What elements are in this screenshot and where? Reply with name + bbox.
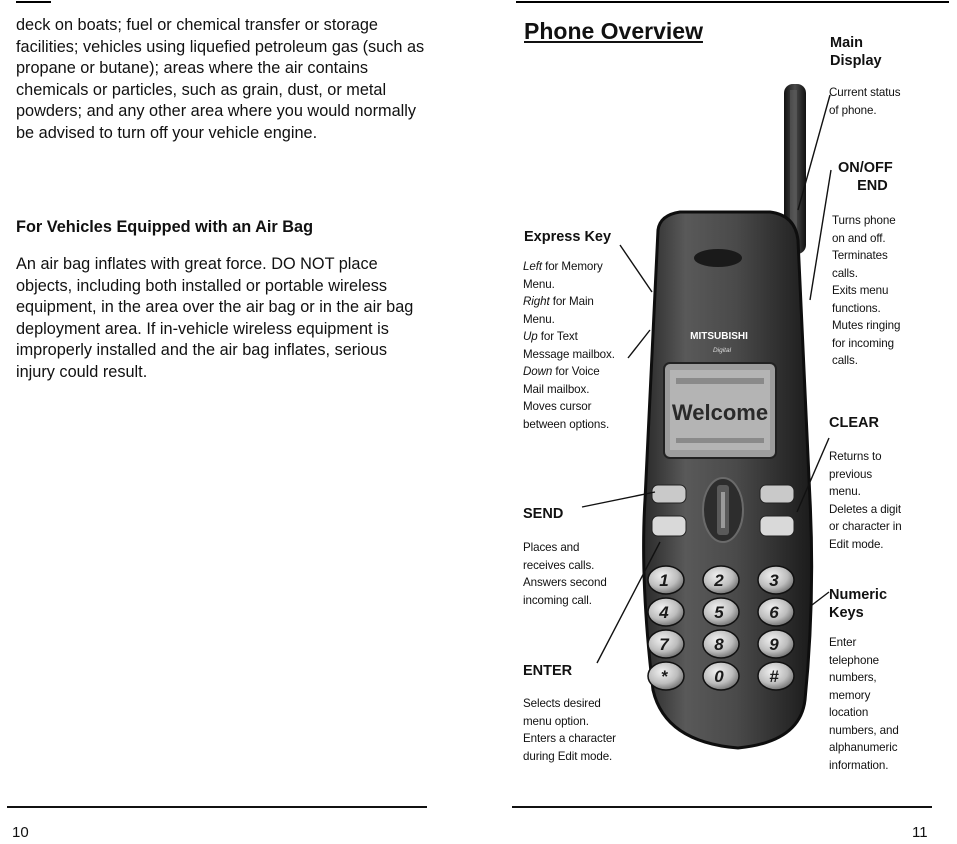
description-line bbox=[523, 416, 615, 434]
description-line: numbers, bbox=[829, 671, 877, 684]
description-line: functions. bbox=[832, 301, 881, 315]
description-line bbox=[523, 311, 615, 329]
line-text: for Memory bbox=[541, 260, 603, 273]
page-number-left: 10 bbox=[12, 824, 29, 841]
keypad-key-label: 3 bbox=[769, 571, 779, 590]
description-line: receives calls. bbox=[523, 558, 595, 572]
keypad-key-label: * bbox=[660, 667, 668, 686]
description-line: for incoming bbox=[832, 336, 894, 350]
express-key-label: Express Key bbox=[524, 229, 612, 245]
description-line: Places and bbox=[523, 541, 580, 554]
description-line: information. bbox=[829, 758, 889, 772]
airbag-paragraph: An air bag inflates with great force. DO NOT place objects, including both installed or portable wireless equipment, in the area over the air bag or in the air bag deployment area. If in-vehicle wireless equipment is improperly installed and the air bag inflates, serious injury could result. bbox=[16, 255, 414, 381]
description-line bbox=[523, 398, 615, 416]
keypad-key-label: 1 bbox=[659, 571, 669, 590]
description-line bbox=[523, 363, 615, 381]
description-line: Returns to bbox=[829, 450, 882, 463]
description-line: calls. bbox=[832, 266, 858, 280]
brand-logo: MITSUBISHI bbox=[690, 331, 748, 342]
description-line: telephone bbox=[829, 653, 880, 667]
description-line: menu option. bbox=[523, 714, 589, 728]
description-line: Edit mode. bbox=[829, 537, 884, 551]
description-line: Current status bbox=[829, 86, 901, 99]
line-text: between options. bbox=[523, 417, 610, 431]
numeric-keys-label: Numeric Keys bbox=[829, 587, 888, 621]
description-line bbox=[523, 258, 615, 276]
description-line: memory bbox=[829, 688, 871, 702]
description-line: or character in bbox=[829, 520, 902, 533]
keypad-key-label: 2 bbox=[714, 571, 724, 590]
line-text: for Main bbox=[549, 295, 594, 308]
main-display-description bbox=[829, 84, 900, 119]
description-line bbox=[523, 328, 615, 346]
line-text: Mail mailbox. bbox=[523, 382, 590, 396]
description-line bbox=[523, 381, 615, 399]
direction-word: Down bbox=[523, 365, 553, 378]
keypad-key-label: # bbox=[769, 667, 779, 686]
onoff-end-label: ON/OFF END bbox=[838, 160, 893, 194]
numeric-keys-description bbox=[829, 634, 899, 774]
description-line: of phone. bbox=[829, 103, 877, 117]
enter-description bbox=[523, 695, 616, 765]
send-description bbox=[523, 539, 607, 609]
send-label: SEND bbox=[523, 506, 564, 522]
line-text: Menu. bbox=[523, 277, 555, 291]
page-number-right: 11 bbox=[912, 824, 928, 841]
description-line: numbers, and bbox=[829, 723, 899, 737]
description-line: Enter bbox=[829, 636, 857, 649]
display-text: Welcome bbox=[671, 400, 769, 425]
line-text: for Text bbox=[537, 330, 578, 343]
keypad-key-label: 4 bbox=[659, 603, 669, 622]
airbag-heading: For Vehicles Equipped with an Air Bag bbox=[16, 218, 314, 236]
intro-paragraph: deck on boats; fuel or chemical transfer or storage facilities; vehicles using liquefied petroleum gas (such as propane or butane); areas where the air contains chemicals or particles, such as grain, dust, or metal powders; and any other area where you would normally be advised to turn off your vehicle engine. bbox=[16, 16, 425, 142]
clear-description bbox=[829, 448, 902, 553]
direction-word: Up bbox=[523, 330, 538, 343]
description-line bbox=[523, 276, 615, 294]
line-text: Message mailbox. bbox=[523, 347, 615, 361]
description-line: alphanumeric bbox=[829, 741, 898, 754]
description-line: incoming call. bbox=[523, 593, 592, 607]
keypad-key-label: 7 bbox=[659, 635, 669, 654]
description-line: Turns phone bbox=[832, 214, 896, 227]
line-text: Moves cursor bbox=[523, 400, 592, 413]
enter-label: ENTER bbox=[523, 663, 573, 679]
keypad-key-label: 9 bbox=[769, 635, 779, 654]
description-line: Mutes ringing bbox=[832, 319, 901, 332]
direction-word: Right bbox=[523, 295, 550, 308]
line-text: Menu. bbox=[523, 312, 555, 326]
right-footer-rule bbox=[512, 806, 932, 808]
description-line: location bbox=[829, 706, 869, 719]
description-line: Terminates bbox=[832, 249, 888, 262]
description-line: Exits menu bbox=[832, 284, 889, 297]
svg-text:Digital: Digital bbox=[712, 347, 732, 354]
express-key-description bbox=[523, 258, 615, 433]
keypad-key-label: 6 bbox=[769, 603, 779, 622]
keypad-key-label: 5 bbox=[714, 603, 724, 622]
description-line: Answers second bbox=[523, 576, 607, 589]
clear-label: CLEAR bbox=[829, 415, 879, 431]
main-display-label: Main Display bbox=[830, 35, 882, 69]
description-line: previous bbox=[829, 467, 873, 481]
description-line bbox=[523, 293, 615, 311]
description-line: calls. bbox=[832, 354, 858, 367]
page-title: Phone Overview bbox=[524, 18, 703, 44]
keypad-key-label: 0 bbox=[714, 667, 724, 686]
description-line: on and off. bbox=[832, 231, 886, 245]
description-line: Selects desired bbox=[523, 697, 601, 710]
keypad-key-label: 8 bbox=[714, 635, 724, 654]
description-line bbox=[523, 346, 615, 364]
description-line: Deletes a digit bbox=[829, 502, 901, 516]
line-text: for Voice bbox=[552, 365, 600, 378]
description-line: Enters a character bbox=[523, 732, 616, 745]
onoff-description bbox=[832, 212, 900, 370]
direction-word: Left bbox=[523, 260, 542, 273]
description-line: during Edit mode. bbox=[523, 749, 613, 763]
description-line: menu. bbox=[829, 485, 861, 498]
